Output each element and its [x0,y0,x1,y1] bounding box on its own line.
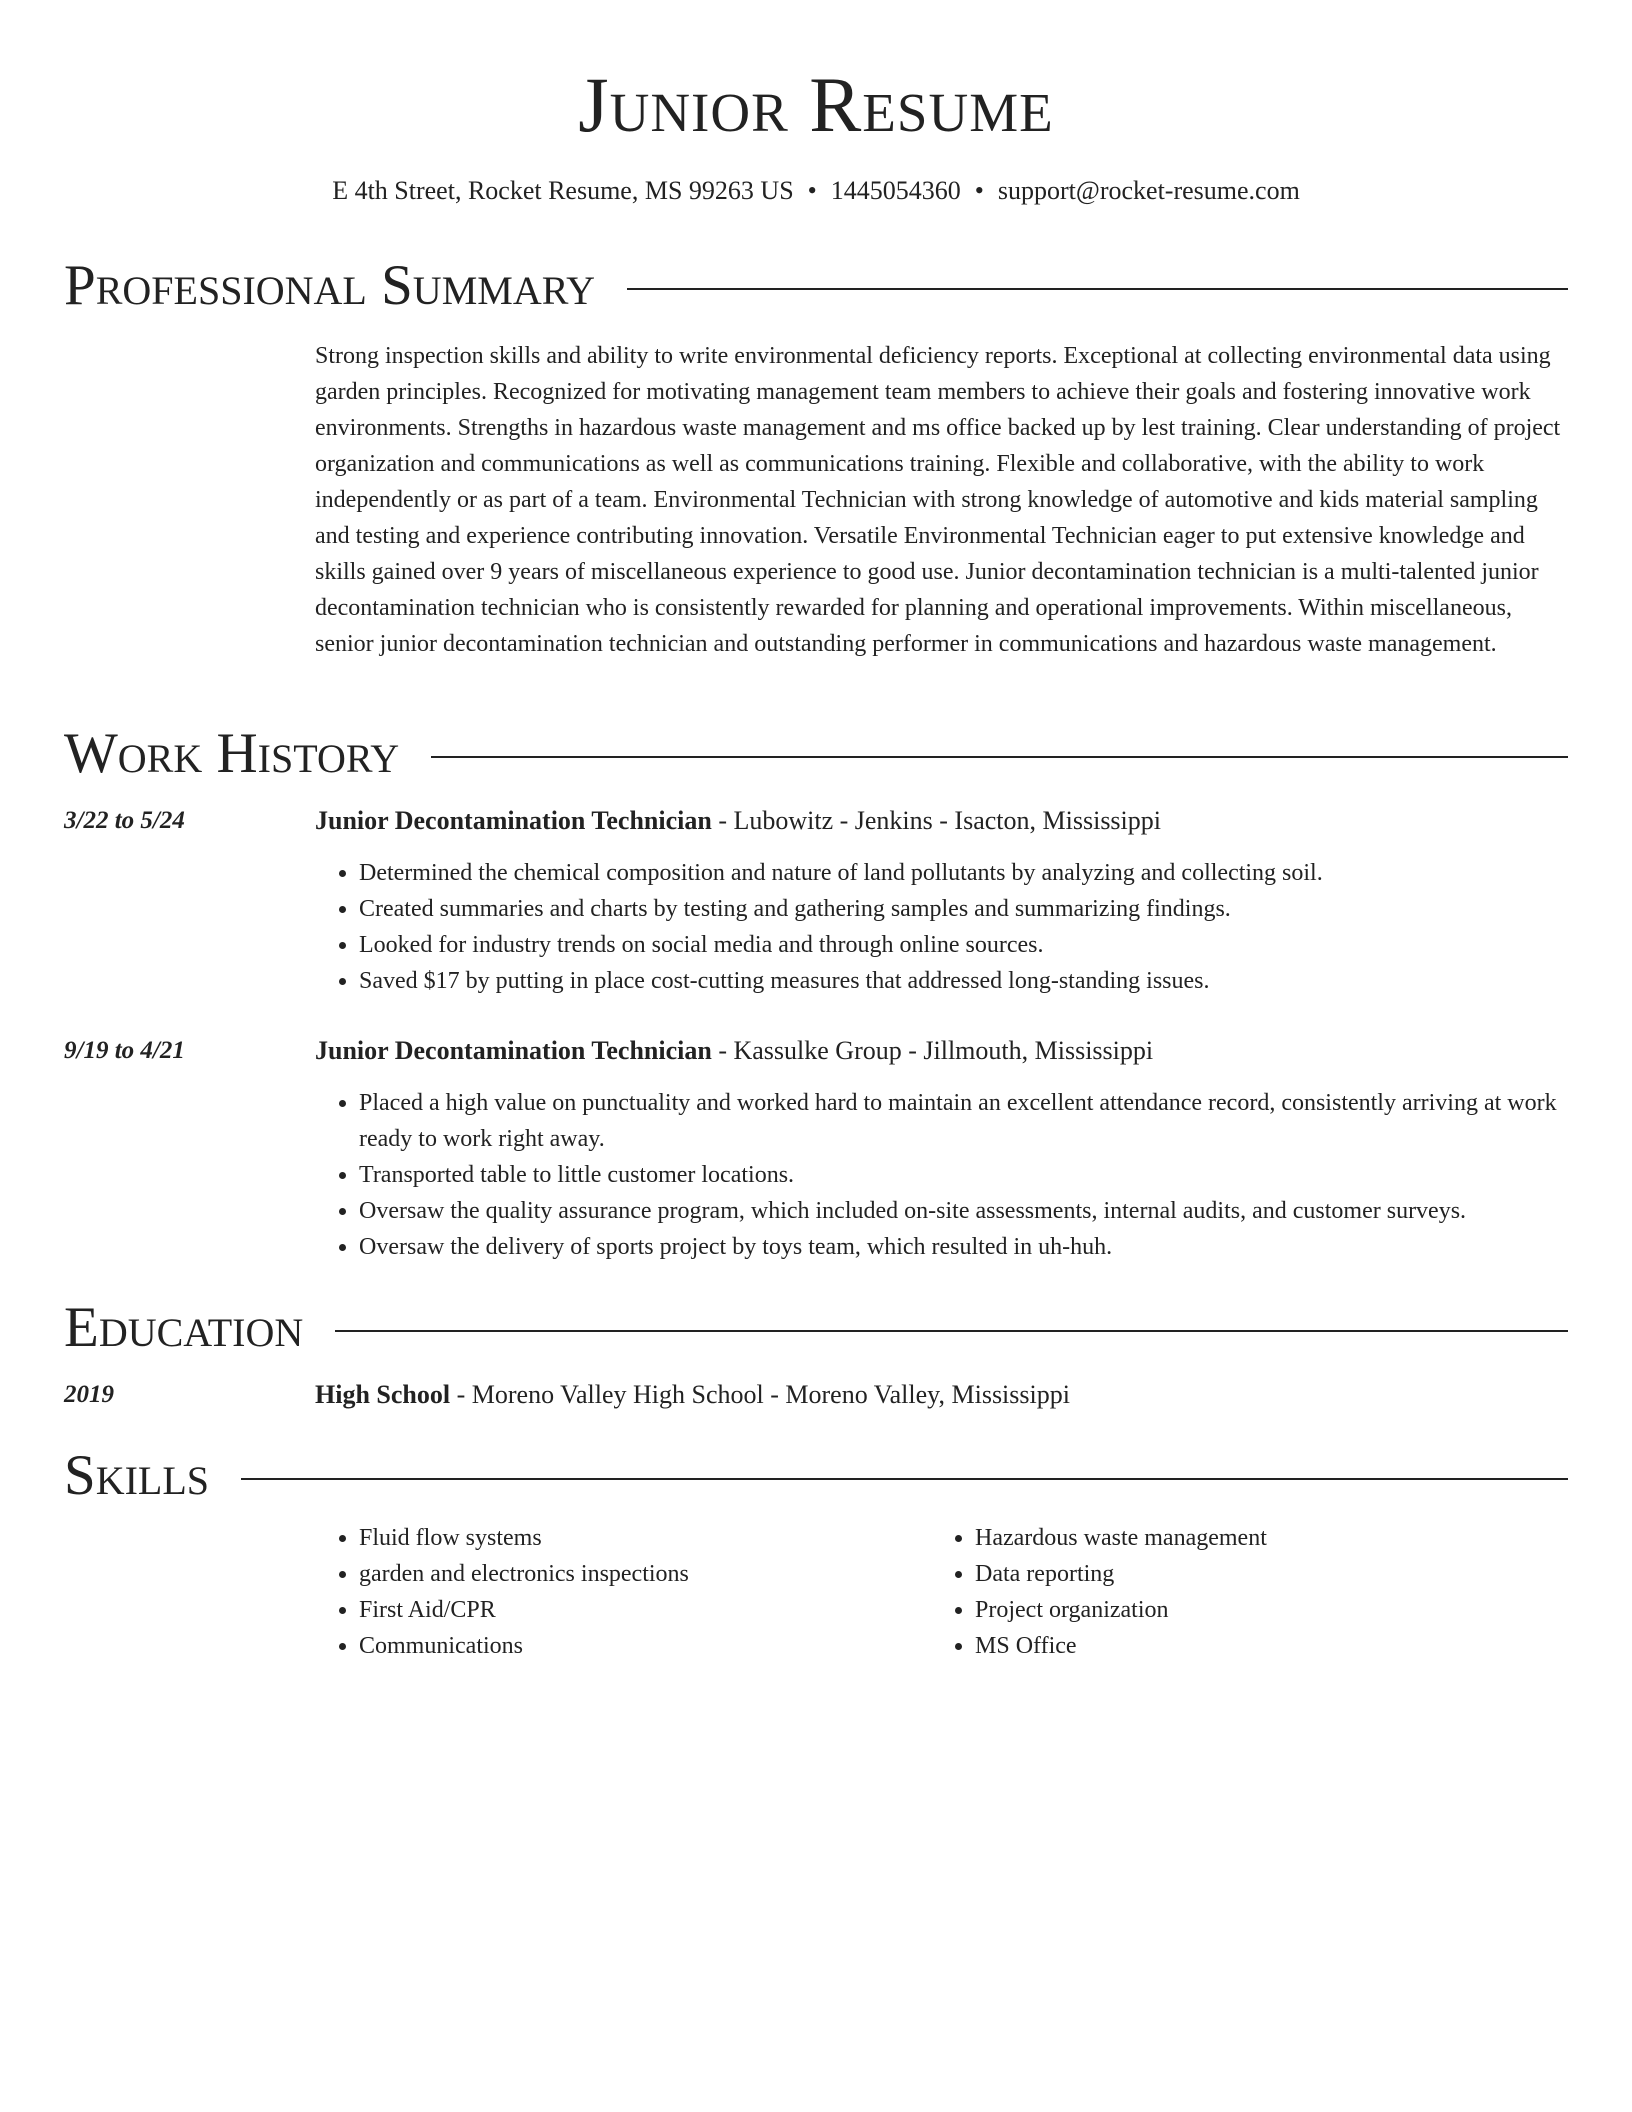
list-item: • Determined the chemical composition and nature of land pollutants by analyzing and collecting soil. [359,855,1568,891]
list-item: • Looked for industry trends on social media and through online sources. [359,927,1568,963]
job-bullets [315,1085,1568,1265]
list-item: • Transported table to little customer locations. [359,1157,1568,1193]
contact-separator: • [974,176,984,205]
education-heading [315,1377,1070,1413]
list-item: • Created summaries and charts by testing and gathering samples and summarizing findings. [359,891,1568,927]
job-title: Junior Decontamination Technician [315,806,712,835]
skill-item: • First Aid/CPR [359,1592,915,1628]
education-year: 2019 [64,1381,114,1408]
education-section-title: Education [64,1296,304,1359]
summary-section-header [64,254,1568,318]
contact-email: support@rocket-resume.com [997,176,1300,205]
skill-item: • Project organization [975,1592,1531,1628]
skills-right-column [931,1520,1531,1664]
skill-item: • Fluid flow systems [359,1520,915,1556]
list-item: • Placed a high value on punctuality and worked hard to maintain an excellent attendance record, consistently arriving at work ready to work right away. [359,1085,1568,1157]
contact-address: E 4th Street, Rocket Resume, MS 99263 US [332,176,794,205]
list-item: • Oversaw the quality assurance program, which included on-site assessments, internal audits, and customer surveys. [359,1193,1568,1229]
contact-separator: • [807,176,817,205]
job-title: Junior Decontamination Technician [315,1036,712,1065]
degree: High School [315,1380,451,1409]
job-details: - Kassulke Group - Jillmouth, Mississippi [711,1036,1154,1065]
work-heading [315,1033,1153,1069]
section-divider [627,288,1568,290]
section-divider [241,1478,1568,1480]
skills-section-header [64,1444,1568,1508]
list-item: • Oversaw the delivery of sports project by toys team, which resulted in uh-huh. [359,1229,1568,1265]
skill-item: • MS Office [975,1628,1531,1664]
skill-item: • Communications [359,1628,915,1664]
skills-section-title: Skills [64,1444,210,1507]
work-heading [315,803,1161,839]
skill-item: • Data reporting [975,1556,1531,1592]
work-dates: 9/19 to 4/21 [64,1037,185,1064]
skills-left-column [315,1520,915,1664]
work-section-header [64,722,1568,786]
education-section-header [64,1296,1568,1360]
job-details: - Lubowitz - Jenkins - Isacton, Mississippi [711,806,1161,835]
summary-text: Strong inspection skills and ability to write environmental deficiency reports. Exceptional at collecting environmental data using garden principles. Recognized for motivating management team members to achieve their goals and fostering innovative work environments. Strengths in hazardous waste management and ms office backed up by lest training. Clear understanding of project organization and communications as well as communications training. Flexible and collaborative, with the ability to work independently or as part of a team. Environmental Technician with strong knowledge of automotive and kids material sampling and testing and experience contributing innovation. Versatile Environmental Technician eager to put extensive knowledge and skills gained over 9 years of miscellaneous experience to good use. Junior decontamination technician is a multi-talented junior decontamination technician who is consistently rewarded for planning and operational improvements. Within miscellaneous, senior junior decontamination technician and outstanding performer in communications and hazardous waste management. [315,343,1561,657]
work-section-title: Work History [64,722,400,785]
summary-section-title: Professional Summary [64,254,596,317]
job-bullets [315,855,1568,999]
skill-item: • Hazardous waste management [975,1520,1531,1556]
contact-line [64,174,1568,208]
contact-phone: 1445054360 [830,176,961,205]
section-divider [431,756,1568,758]
work-dates: 3/22 to 5/24 [64,807,185,834]
resume-name: Junior Resume [578,61,1054,148]
list-item: • Saved $17 by putting in place cost-cutting measures that addressed long-standing issues. [359,963,1568,999]
education-details: - Moreno Valley High School - Moreno Valley, Mississippi [450,1380,1070,1409]
section-divider [335,1330,1568,1332]
skill-item: • garden and electronics inspections [359,1556,915,1592]
